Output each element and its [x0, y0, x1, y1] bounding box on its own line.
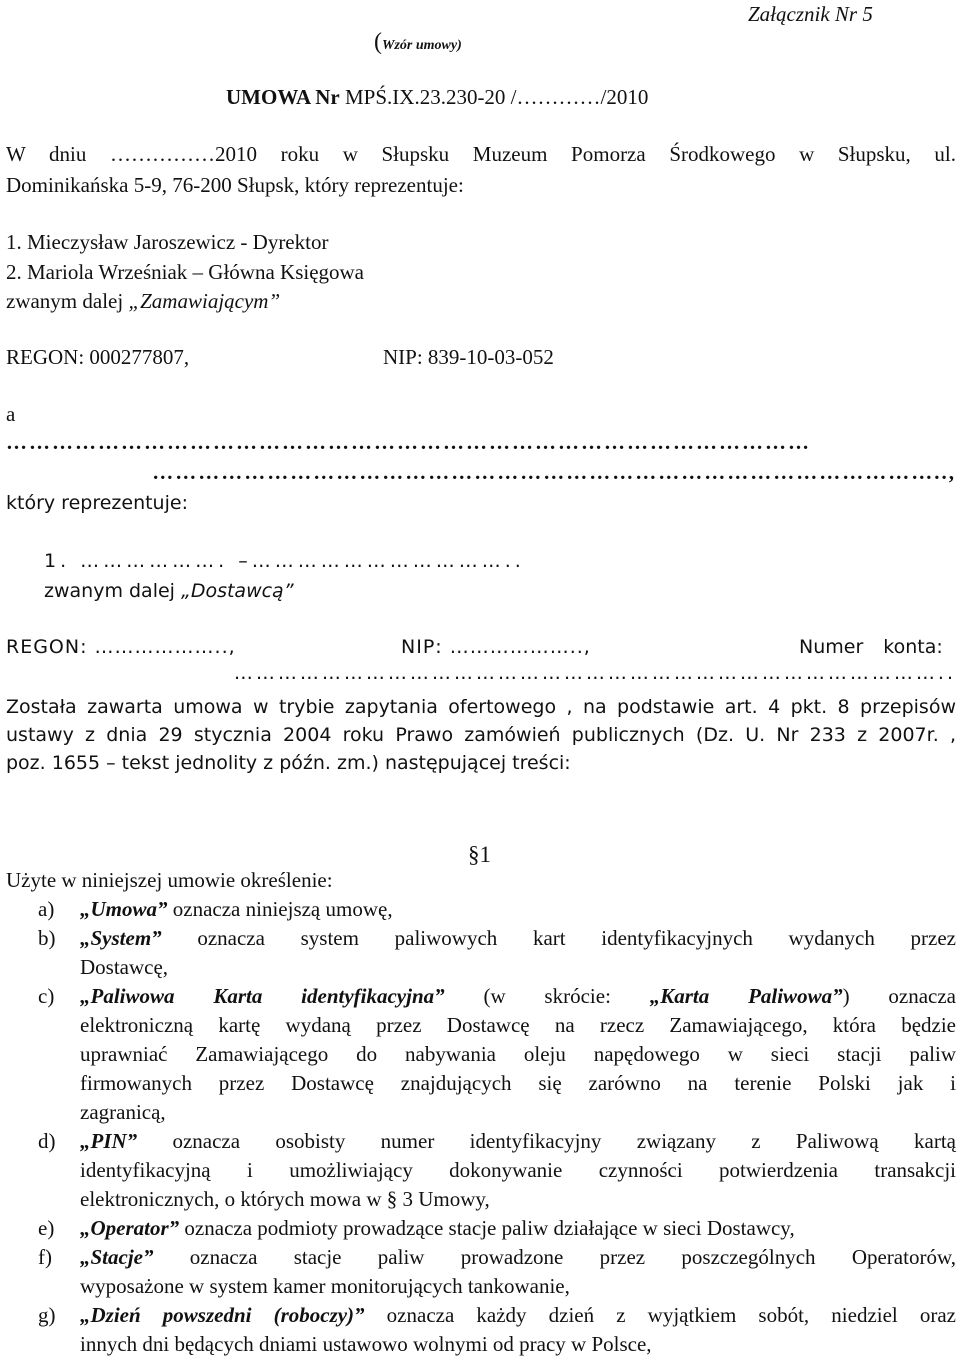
- item-a-term: „Umowa”: [80, 897, 168, 921]
- regon-zamawiajacy: REGON: 000277807,: [6, 345, 190, 369]
- intro-line-1: W dniu ……………2010 roku w Słupsku Muzeum Pomorza Środkowego w Słupsku, ul.: [6, 142, 956, 166]
- item-e-term: „Operator”: [80, 1216, 180, 1240]
- item-c-term2: „Karta Paliwowa”: [649, 984, 843, 1008]
- item-c-line-5: zagranicą,: [80, 1100, 166, 1124]
- item-e-line-1: „Operator” oznacza podmioty prowadzące stacje paliw działające w sieci Dostawcy,: [80, 1216, 795, 1240]
- numer-konta-dots: ……………………………………………………………………………………..: [233, 664, 956, 683]
- item-letter-f: f): [38, 1245, 52, 1269]
- dostawca-name: „Dostawcą”: [180, 580, 294, 602]
- conjunction-a: a: [6, 402, 16, 426]
- attachment-label: Załącznik Nr 5: [748, 2, 873, 26]
- item-letter-d: d): [38, 1129, 56, 1153]
- item-letter-a: a): [38, 897, 55, 921]
- item-c-line-4: firmowanych przez Dostawcę znajdujących się zarówno na terenie Polski jak i: [80, 1071, 956, 1095]
- nip-zamawiajacy: NIP: 839-10-03-052: [383, 345, 554, 369]
- zamawiajacy-name: „Zamawiającym”: [128, 289, 281, 313]
- item-d-line-1: „PIN” oznacza osobisty numer identyfikacyjny związany z Paliwową kartą: [80, 1129, 956, 1153]
- regon-dostawca: REGON: ………………..,: [6, 636, 236, 658]
- dostawca-line: [44, 582, 294, 601]
- item-b-term: „System”: [80, 926, 162, 950]
- item-f-line-2: wyposażone w system kamer monitorujących tankowanie,: [80, 1274, 570, 1298]
- contract-title: [226, 87, 648, 108]
- section-mark: §1: [468, 842, 491, 867]
- item-letter-g: g): [38, 1303, 56, 1327]
- representative-2: 2. Mariola Wrześniak – Główna Księgowa: [6, 260, 365, 284]
- item-c-term: „Paliwowa Karta identyfikacyjna”: [80, 984, 445, 1008]
- item-letter-b: b): [38, 926, 56, 950]
- item-d-line-3: elektronicznych, o których mowa w § 3 Umowy,: [80, 1187, 490, 1211]
- item-f-line-1: „Stacje” oznacza stacje paliw prowadzone przez poszczególnych Operatorów,: [80, 1245, 956, 1269]
- basis-line-3: poz. 1655 – tekst jednolity z późn. zm.) następującej treści:: [6, 752, 571, 774]
- item-c-line-2: elektroniczną kartę wydaną przez Dostawcę na rzecz Zamawiającego, która będzie: [80, 1013, 956, 1037]
- item-g-term: „Dzień powszedni (roboczy)”: [80, 1303, 365, 1327]
- item-c-line-3: uprawniać Zamawiającego do nabywania oleju napędowego w sieci stacji paliw: [80, 1042, 956, 1066]
- template-note: [374, 30, 462, 54]
- item-a-line-1: „Umowa” oznacza niniejszą umowę,: [80, 897, 393, 921]
- nip-dostawca: NIP: ………………..,: [401, 636, 591, 658]
- zamawiajacy-prefix: zwanym dalej: [6, 289, 129, 313]
- item-d-term: „PIN”: [80, 1129, 138, 1153]
- item-c-line-1: „Paliwowa Karta identyfikacyjna” (w skrócie: „Karta Paliwowa”) oznacza: [80, 984, 956, 1008]
- contractor-person: 1. ………………. –……………………………..: [44, 550, 525, 572]
- basis-line-1: Została zawarta umowa w trybie zapytania ofertowego , na podstawie art. 4 pkt. 8 przepisów: [6, 696, 956, 718]
- item-letter-c: c): [38, 984, 55, 1008]
- template-note-text: Wzór umowy): [382, 38, 462, 53]
- section-intro: Użyte w niniejszej umowie określenie:: [6, 868, 333, 892]
- contract-number: MPŚ.IX.23.230-20 /…………/2010: [339, 85, 649, 109]
- item-d-line-2: identyfikacyjną i umożliwiający dokonywanie czynności potwierdzenia transakcji: [80, 1158, 956, 1182]
- item-letter-e: e): [38, 1216, 55, 1240]
- item-g-line-2: innych dni będących dniami ustawowo wolnymi od pracy w Polsce,: [80, 1332, 652, 1356]
- zamawiajacy-line: [6, 291, 280, 312]
- dostawca-prefix: zwanym dalej: [44, 580, 181, 602]
- numer-konta-label: Numer konta:: [799, 636, 943, 658]
- representative-1: 1. Mieczysław Jaroszewicz - Dyrektor: [6, 230, 329, 254]
- item-g-line-1: „Dzień powszedni (roboczy)” oznacza każdy dzień z wyjątkiem sobót, niedziel oraz: [80, 1303, 956, 1327]
- template-note-paren: (: [374, 29, 382, 55]
- item-b-line-1: „System” oznacza system paliwowych kart identyfikacyjnych wydanych przez: [80, 926, 956, 950]
- item-b-line-2: Dostawcę,: [80, 955, 169, 979]
- basis-line-2: ustawy z dnia 29 stycznia 2004 roku Prawo zamówień publicznych (Dz. U. Nr 233 z 2007r. ,: [6, 724, 956, 746]
- contractor-name-dots-2: …………………………………………………………………………………………..,: [152, 462, 956, 483]
- contractor-reprezentuje: który reprezentuje:: [6, 492, 188, 514]
- intro-line-2: Dominikańska 5-9, 76-200 Słupsk, który reprezentuje:: [6, 173, 464, 197]
- contract-title-bold: UMOWA Nr: [226, 85, 340, 109]
- contractor-name-dots-1: ……………………………………………………………………………………………: [6, 432, 811, 453]
- item-f-term: „Stacje”: [80, 1245, 154, 1269]
